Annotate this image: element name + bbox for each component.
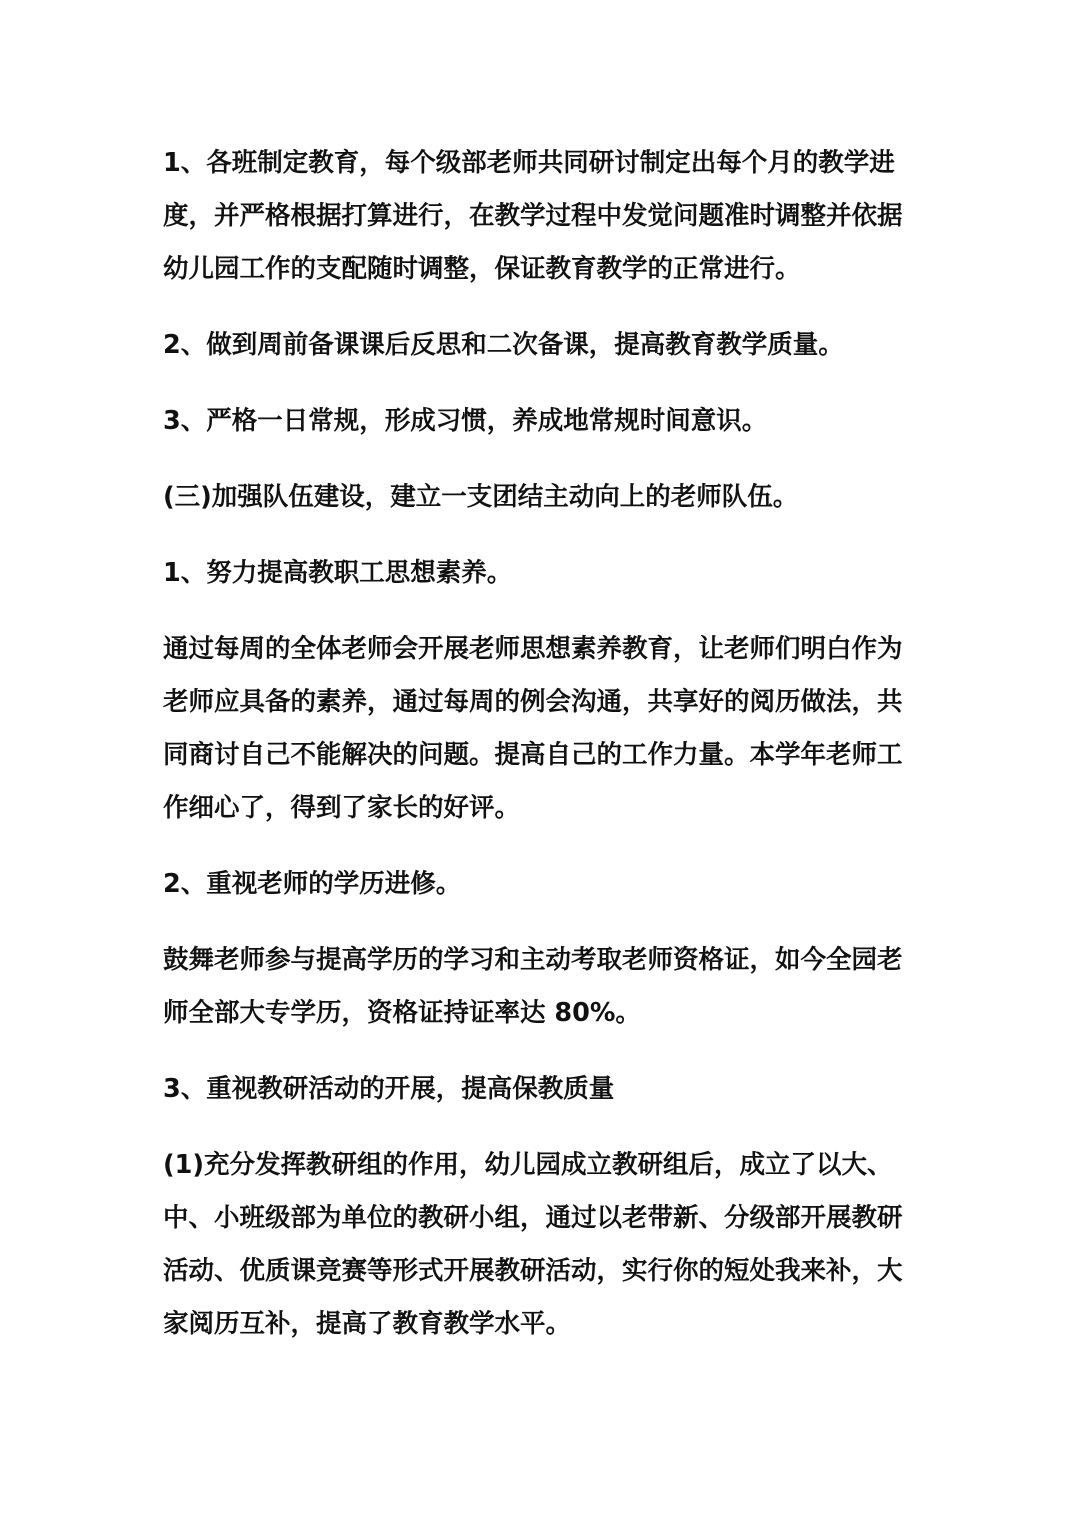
paragraph-daily-routine: 3、严格一日常规，形成习惯，养成地常规时间意识。 bbox=[163, 406, 768, 436]
subheading-teaching-research: 3、重视教研活动的开展，提高保教质量 bbox=[163, 1074, 615, 1104]
section-heading-team-building: (三)加强队伍建设，建立一支团结主动向上的老师队伍。 bbox=[163, 482, 799, 512]
paragraph-lesson-preparation: 2、做到周前备课课后反思和二次备课，提高教育教学质量。 bbox=[163, 330, 844, 360]
document-body bbox=[163, 137, 923, 1374]
paragraph-class-teaching-plan: 1、各班制定教育，每个级部老师共同研讨制定出每个月的教学进度，并严格根据打算进行，在教学过程中发觉问题准时调整并依据幼儿园工作的支配随时调整，保证教育教学的正常进行。 bbox=[163, 148, 903, 284]
paragraph-qualification-rate: 鼓舞老师参与提高学历的学习和主动考取老师资格证，如今全园老师全部大专学历，资格证持证率达 80%。 bbox=[163, 945, 903, 1028]
subheading-academic-training: 2、重视老师的学历进修。 bbox=[163, 869, 462, 899]
paragraph-research-groups: (1)充分发挥教研组的作用，幼儿园成立教研组后，成立了以大、中、小班级部为单位的教研小组，通过以老带新、分级部开展教研活动、优质课竞赛等形式开展教研活动，实行你的短处我来补，大家阅历互补，提高了教育教学水平。 bbox=[163, 1150, 903, 1339]
subheading-ideological-quality: 1、努力提高教职工思想素养。 bbox=[163, 558, 513, 588]
paragraph-weekly-meetings: 通过每周的全体老师会开展老师思想素养教育，让老师们明白作为老师应具备的素养，通过每周的例会沟通，共享好的阅历做法，共同商讨自己不能解决的问题。提高自己的工作力量。本学年老师工作细心了，得到了家长的好评。 bbox=[163, 634, 903, 823]
